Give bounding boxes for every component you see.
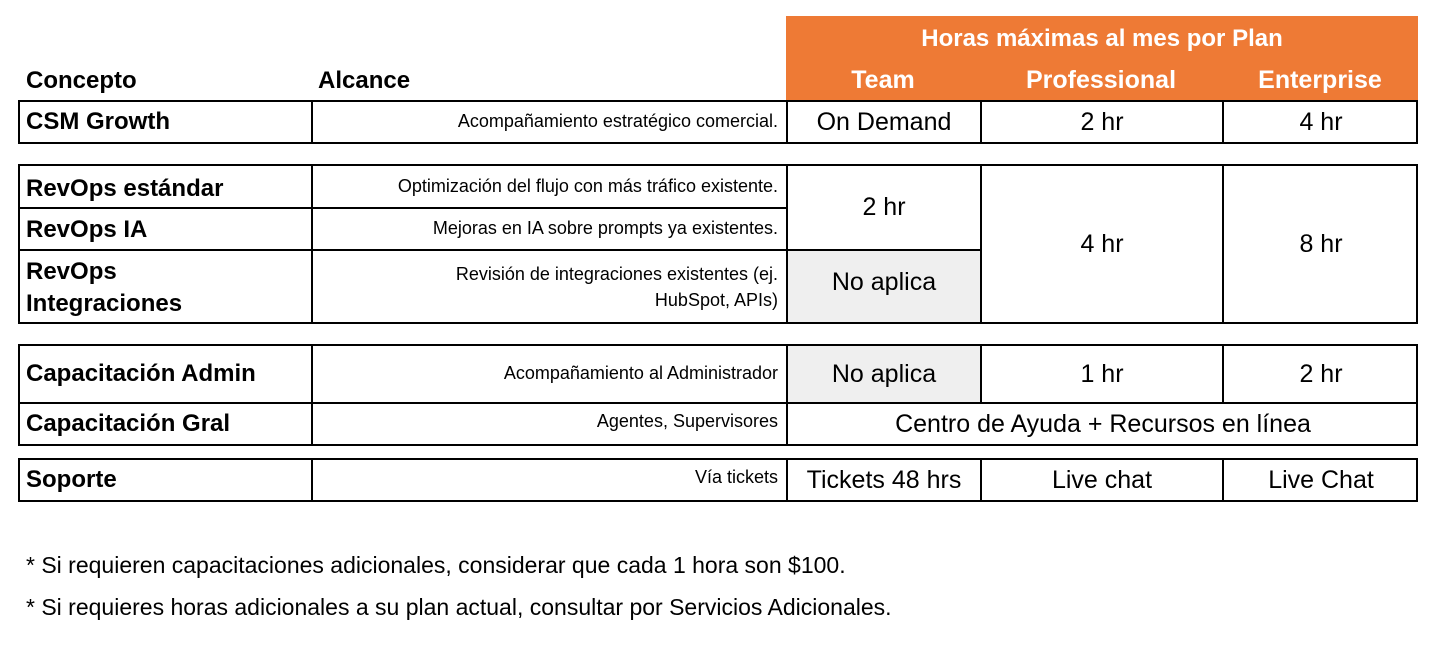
concept-capacitacion-gral: Capacitación Gral	[26, 410, 231, 437]
plan-team-header: Team	[851, 66, 915, 94]
plans-group-title: Horas máximas al mes por Plan	[921, 25, 1283, 52]
concept-revops-integraciones	[20, 253, 311, 323]
header-alcance: Alcance	[318, 67, 411, 94]
table-block-csm	[18, 100, 1418, 144]
soporte-team-value: Tickets 48 hrs	[806, 465, 962, 494]
concept-revops-integraciones-line2: Integraciones	[26, 290, 183, 317]
concept-soporte: Soporte	[26, 466, 117, 493]
table-block-revops	[18, 164, 1418, 324]
scope-csm-growth: Acompañamiento estratégico comercial.	[457, 111, 778, 131]
scope-revops-integraciones-line1: Revisión de integraciones existentes (ej.	[455, 264, 778, 284]
revops-team-value: 2 hr	[862, 193, 906, 221]
footnote-horas-adicionales: * Si requieres horas adicionales a su plan actual, consultar por Servicios Adicionales.	[26, 594, 892, 620]
csm-professional-value: 2 hr	[1080, 107, 1124, 136]
revops-enterprise-value: 8 hr	[1299, 229, 1343, 258]
table-block-capacitacion	[18, 344, 1418, 446]
cap-admin-professional-value: 1 hr	[1080, 359, 1124, 388]
footnote-capacitaciones: * Si requieren capacitaciones adicionales, considerar que cada 1 hora son $100.	[26, 552, 846, 578]
cap-admin-team-value: No aplica	[788, 346, 980, 402]
concept-csm-growth: CSM Growth	[26, 108, 170, 135]
csm-team-value: On Demand	[816, 107, 952, 136]
revops-professional-value: 4 hr	[1080, 229, 1124, 258]
csm-enterprise-value: 4 hr	[1299, 107, 1343, 136]
concept-revops-ia: RevOps IA	[26, 216, 148, 243]
concept-capacitacion-admin: Capacitación Admin	[26, 360, 256, 387]
header-concepto: Concepto	[26, 67, 137, 94]
plan-professional-header: Professional	[1025, 66, 1177, 94]
scope-revops-estandar: Optimización del flujo con más tráfico existente.	[397, 176, 778, 196]
plan-enterprise-header: Enterprise	[1258, 66, 1382, 94]
scope-revops-ia: Mejoras en IA sobre prompts ya existentes.	[432, 218, 778, 238]
soporte-professional-value: Live chat	[1051, 465, 1153, 494]
concept-revops-integraciones-line1: RevOps	[26, 258, 117, 285]
cap-gral-all-plans-value: Centro de Ayuda + Recursos en línea	[895, 409, 1311, 438]
scope-capacitacion-gral: Agentes, Supervisores	[596, 411, 778, 431]
cap-admin-enterprise-value: 2 hr	[1299, 359, 1343, 388]
concept-revops-estandar: RevOps estándar	[26, 174, 224, 202]
scope-revops-integraciones-line2: HubSpot, APIs)	[654, 290, 778, 310]
table-block-soporte	[18, 458, 1418, 502]
scope-capacitacion-admin: Acompañamiento al Administrador	[503, 363, 778, 383]
soporte-enterprise-value: Live Chat	[1268, 465, 1374, 494]
revops-integraciones-team-value: No aplica	[788, 251, 980, 322]
plans-header	[786, 16, 1418, 100]
scope-soporte: Vía tickets	[694, 467, 778, 487]
scope-revops-integraciones	[313, 251, 786, 322]
